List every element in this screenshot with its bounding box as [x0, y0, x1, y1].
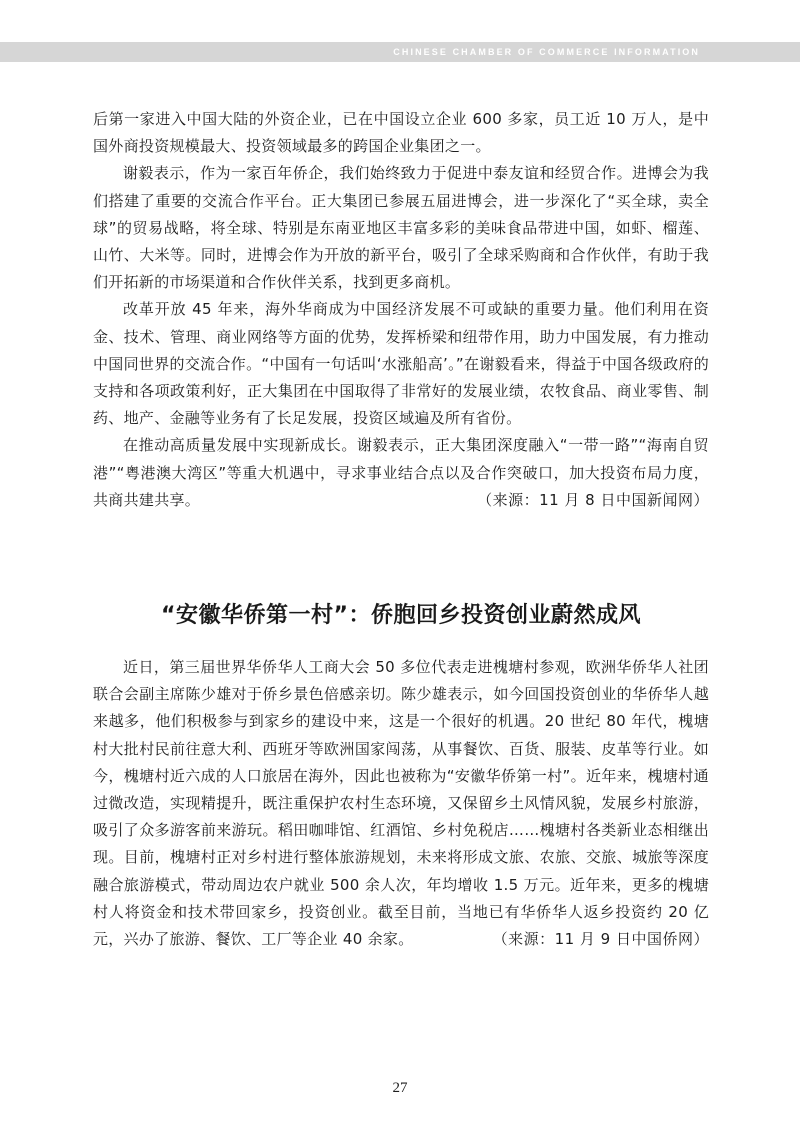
article-1-source: （来源：11 月 8 日中国新闻网）: [477, 490, 709, 509]
article-2-paragraph-1: 近日，第三届世界华侨华人工商大会 50 多位代表走进槐塘村参观，欧洲华侨华人社团联合会副主席陈少雄对于侨乡景色倍感亲切。陈少雄表示，如今回国投资创业的华侨华人越来越多，他们积极参与到家乡的建设中来，这是一个很好的机遇。20 世纪 80 年代，槐塘村大批村民前往意大利、西班牙等欧洲国家闯荡，从事餐饮、百货、服装、皮革等行业。如今，槐塘村近六成的人口旅居在海外，因此也被称为“安徽华侨第一村”。近年来，槐塘村通过微改造，实现精提升，既注重保护农村生态环境，又保留乡土风情风貌，发展乡村旅游，吸引了众多游客前来游玩。稻田咖啡馆、红酒馆、乡村免税店……槐塘村各类新业态相继出现。目前，槐塘村正对乡村进行整体旅游规划，未来将形成文旅、农旅、交旅、城旅等深度融合旅游模式，带动周边农户就业 500 余人次，年均增收 1.5 万元。近年来，更多的槐塘村人将资金和技术带回家乡，投资创业。截至目前，当地已有华侨华人返乡投资约 20 亿元，兴办了旅游、餐饮、工厂等企业 40 余家。: [93, 658, 709, 949]
article-1: [93, 106, 709, 514]
article-1-paragraph-3: 改革开放 45 年来，海外华商成为中国经济发展不可或缺的重要力量。他们利用在资金、技术、管理、商业网络等方面的优势，发挥桥梁和纽带作用，助力中国发展，有力推动中国同世界的交流合作。“中国有一句话叫‘水涨船高’。”在谢毅看来，得益于中国各级政府的支持和各项政策利好，正大集团在中国取得了非常好的发展业绩，农牧食品、商业零售、制药、地产、金融等业务有了长足发展，投资区域遍及所有省份。: [93, 300, 709, 428]
running-header-band: [0, 42, 800, 62]
running-header-title: CHINESE CHAMBER OF COMMERCE INFORMATION: [393, 47, 700, 57]
article-1-paragraph-1: 后第一家进入中国大陆的外资企业，已在中国设立企业 600 多家，员工近 10 万人，是中国外商投资规模最大、投资领域最多的跨国企业集团之一。: [93, 110, 709, 156]
article-2-source: （来源：11 月 9 日中国侨网）: [492, 930, 709, 949]
page-number: 27: [392, 1080, 408, 1096]
article-1-paragraph-2: 谢毅表示，作为一家百年侨企，我们始终致力于促进中泰友谊和经贸合作。进博会为我们搭建了重要的交流合作平台。正大集团已参展五届进博会，进一步深化了“买全球，卖全球”的贸易战略，将全球、特别是东南亚地区丰富多彩的美味食品带进中国，如虾、榴莲、山竹、大米等。同时，进博会作为开放的新平台，吸引了全球采购商和合作伙伴，有助于我们开拓新的市场渠道和合作伙伴关系，找到更多商机。: [93, 164, 709, 292]
article-2-title: “安徽华侨第一村”：侨胞回乡投资创业蔚然成风: [161, 603, 641, 628]
article-2: [93, 600, 709, 953]
article-1-paragraph-4: 在推动高质量发展中实现新成长。谢毅表示，正大集团深度融入“一带一路”“海南自贸港”“粤港澳大湾区”等重大机遇中，寻求事业结合点以及合作突破口，加大投资布局力度，共商共建共享。: [93, 436, 709, 509]
